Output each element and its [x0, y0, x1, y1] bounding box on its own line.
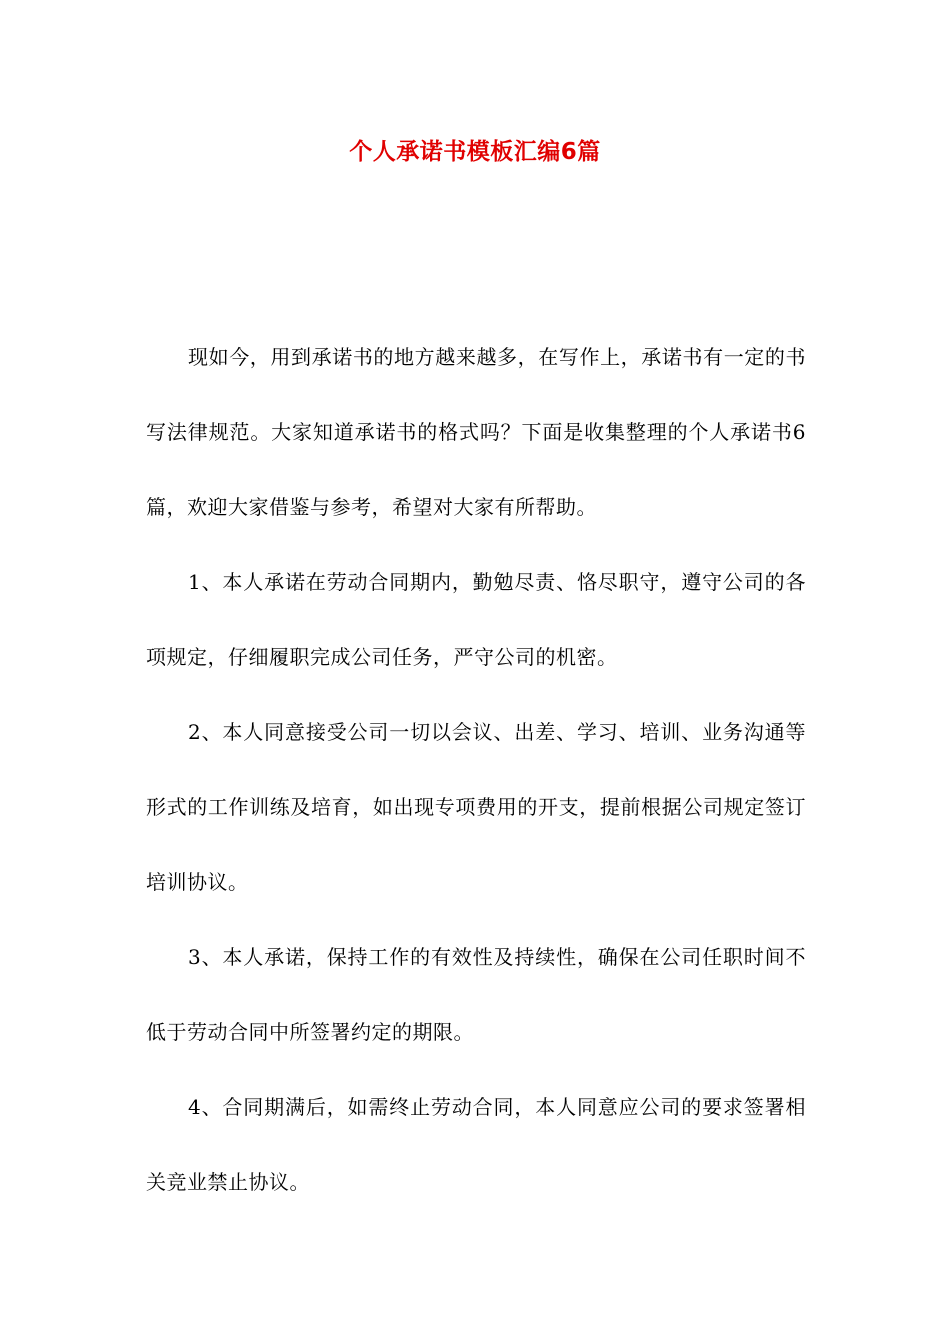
paragraph-intro: 现如今，用到承诺书的地方越来越多，在写作上，承诺书有一定的书写法律规范。大家知道承诺书的格式吗？下面是收集整理的个人承诺书6篇，欢迎大家借鉴与参考，希望对大家有所帮助。 — [146, 345, 806, 519]
paragraph-item-3: 3、本人承诺，保持工作的有效性及持续性，确保在公司任职时间不低于劳动合同中所签署约定的期限。 — [146, 945, 806, 1044]
paragraph-item-2: 2、本人同意接受公司一切以会议、出差、学习、培训、业务沟通等形式的工作训练及培育，如出现专项费用的开支，提前根据公司规定签订培训协议。 — [146, 720, 806, 894]
paragraph-item-1: 1、本人承诺在劳动合同期内，勤勉尽责、恪尽职守，遵守公司的各项规定，仔细履职完成公司任务，严守公司的机密。 — [146, 570, 806, 669]
document-body — [146, 320, 806, 1220]
document-title: 个人承诺书模板汇编6篇 — [349, 139, 601, 165]
paragraph-item-4: 4、合同期满后，如需终止劳动合同，本人同意应公司的要求签署相关竞业禁止协议。 — [146, 1095, 806, 1194]
